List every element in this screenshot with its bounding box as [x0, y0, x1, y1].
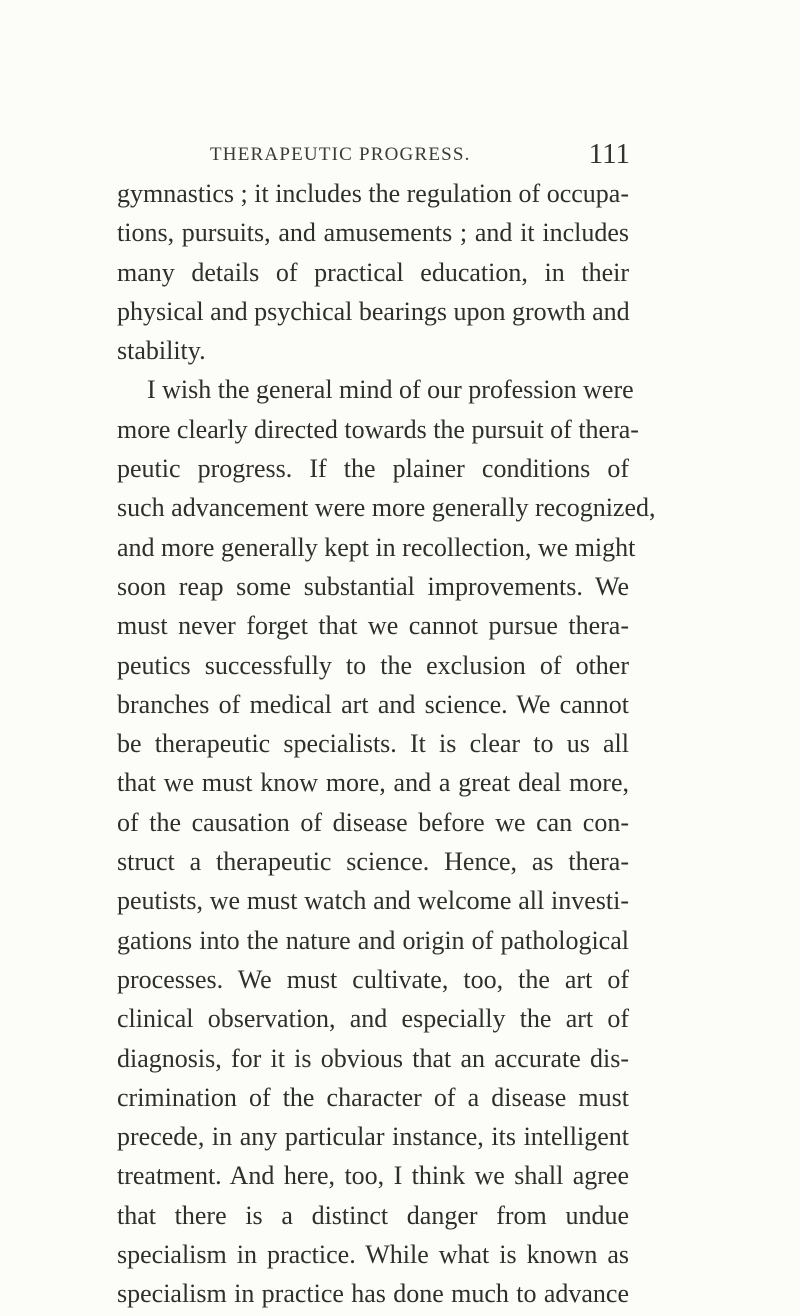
text-line: soon reap some substantial improvements. We: [117, 571, 629, 601]
text-line: physical and psychical bearings upon growth and: [117, 296, 630, 326]
text-line: precede, in any particular instance, its intelligent: [117, 1122, 629, 1152]
text-line: such advancement were more generally recognized,: [117, 493, 656, 523]
text-line: more clearly directed towards the pursuit of thera-: [117, 414, 639, 444]
text-line: processes. We must cultivate, too, the art of: [117, 964, 629, 994]
text-line: peutic progress. If the plainer conditions of: [117, 454, 629, 484]
running-head: THERAPEUTIC PROGRESS.: [210, 144, 471, 165]
text-line: specialism in practice has done much to advance: [117, 1279, 629, 1309]
text-line: treatment. And here, too, I think we shall agree: [117, 1161, 629, 1191]
text-line: I wish the general mind of our profession were: [147, 375, 634, 405]
text-line: that we must know more, and a great deal more,: [117, 768, 629, 798]
text-line: peutics successfully to the exclusion of other: [117, 650, 629, 680]
text-line: must never forget that we cannot pursue thera-: [117, 611, 629, 641]
text-line: that there is a distinct danger from undue: [117, 1200, 629, 1230]
page-header: [200, 138, 630, 178]
text-line: specialism in practice. While what is known as: [117, 1240, 629, 1270]
text-line: crimination of the character of a disease must: [117, 1082, 629, 1112]
text-line: be therapeutic specialists. It is clear to us all: [117, 729, 629, 759]
text-line: tions, pursuits, and amusements ; and it includes: [117, 218, 629, 248]
text-line: gymnastics ; it includes the regulation of occupa-: [117, 179, 629, 208]
text-line: and more generally kept in recollection, we might: [117, 532, 636, 562]
text-line: branches of medical art and science. We cannot: [117, 689, 629, 719]
text-line: stability.: [117, 336, 206, 366]
text-line: struct a therapeutic science. Hence, as thera-: [117, 847, 629, 877]
body-text: [117, 174, 656, 1314]
text-line: peutists, we must watch and welcome all investi-: [117, 886, 629, 916]
text-line: gations into the nature and origin of pathological: [117, 925, 629, 955]
text-line: clinical observation, and especially the art of: [117, 1004, 629, 1034]
text-line: diagnosis, for it is obvious that an accurate dis-: [117, 1043, 629, 1073]
text-line: of the causation of disease before we can con-: [117, 807, 629, 837]
text-line: many details of practical education, in their: [117, 257, 629, 287]
page-number: 111: [588, 138, 630, 170]
